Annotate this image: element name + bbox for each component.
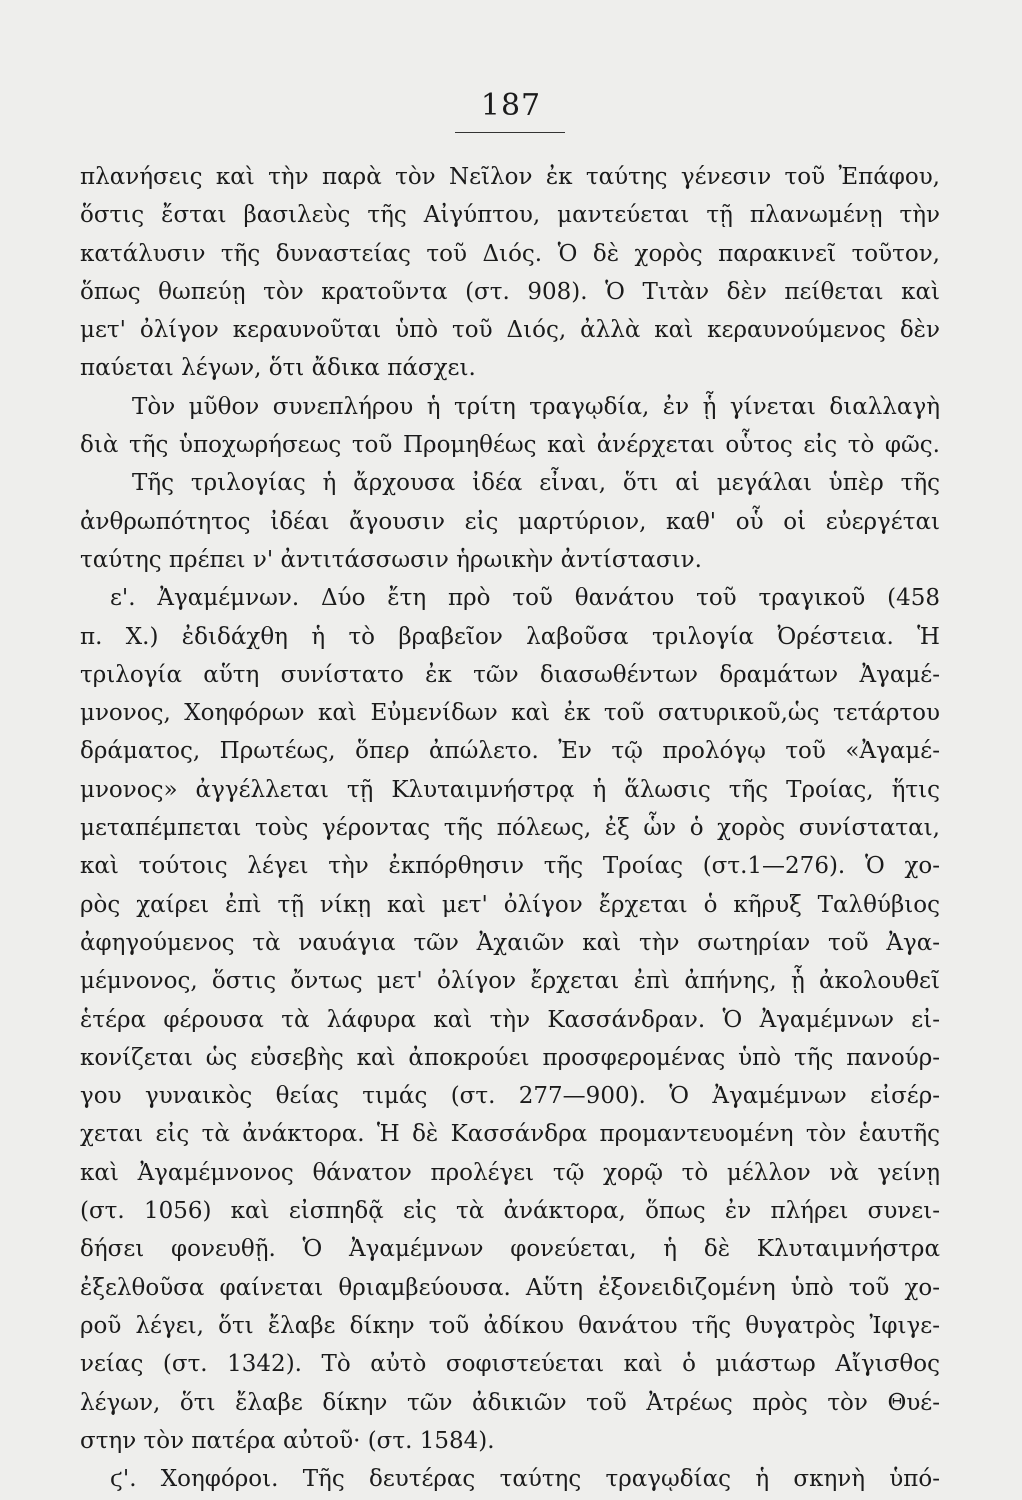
- text-line: ρὸς χαίρει ἐπὶ τῇ νίκῃ καὶ μετ' ὀλίγον ἔρχεται ὁ κῆρυξ Ταλθύβιος: [80, 891, 940, 918]
- text-line: παύεται λέγων, ὅτι ἄδικα πάσχει.: [80, 355, 476, 382]
- text-line: μνονος, Χοηφόρων καὶ Εὐμενίδων καὶ ἐκ τοῦ σατυρικοῦ,ὡς τετάρτου: [80, 700, 940, 727]
- text-line: Τῆς τριλογίας ἡ ἄρχουσα ἰδέα εἶναι, ὅτι αἱ μεγάλαι ὑπὲρ τῆς: [132, 470, 940, 497]
- text-line: μετ' ὀλίγον κεραυνοῦται ὑπὸ τοῦ Διός, ἀλλὰ καὶ κεραυνούμενος δὲν: [80, 317, 940, 344]
- text-line: (στ. 1056) καὶ εἰσπηδᾷ εἰς τὰ ἀνάκτορα, ὅπως ἐν πλήρει συνει-: [80, 1198, 940, 1225]
- text-line: δήσει φονευθῇ. Ὁ Ἀγαμέμνων φονεύεται, ἡ δὲ Κλυταιμνήστρα: [80, 1236, 940, 1263]
- text-line: ϛ'. Χοηφόροι. Τῆς δευτέρας ταύτης τραγῳδίας ἡ σκηνὴ ὑπό-: [110, 1466, 940, 1493]
- text-line: δράματος, Πρωτέως, ὅπερ ἀπώλετο. Ἐν τῷ προλόγῳ τοῦ «Ἀγαμέ-: [80, 738, 940, 765]
- text-line: Τὸν μῦθον συνεπλήρου ἡ τρίτη τραγῳδία, ἐν ᾗ γίνεται διαλλαγὴ: [132, 393, 940, 420]
- text-line: χεται εἰς τὰ ἀνάκτορα. Ἡ δὲ Κασσάνδρα προμαντευομένη τὸν ἑαυτῆς: [80, 1121, 940, 1148]
- text-line: καὶ Ἀγαμέμνονος θάνατον προλέγει τῷ χορῷ τὸ μέλλον νὰ γείνῃ: [80, 1159, 940, 1186]
- text-line: διὰ τῆς ὑποχωρήσεως τοῦ Προμηθέως καὶ ἀνέρχεται οὗτος εἰς τὸ φῶς.: [80, 432, 940, 459]
- text-line: ὅπως θωπεύῃ τὸν κρατοῦντα (στ. 908). Ὁ Τιτὰν δὲν πείθεται καὶ: [80, 278, 940, 305]
- text-line: κονίζεται ὡς εὐσεβὴς καὶ ἀποκρούει προσφερομένας ὑπὸ τῆς πανούρ-: [80, 1044, 940, 1071]
- text-line: ε'. Ἀγαμέμνων. Δύο ἔτη πρὸ τοῦ θανάτου τοῦ τραγικοῦ (458: [110, 585, 940, 612]
- text-line: στην τὸν πατέρα αὐτοῦ· (στ. 1584).: [80, 1427, 495, 1454]
- text-line: μνονος» ἀγγέλλεται τῇ Κλυταιμνήστρᾳ ἡ ἅλωσις τῆς Τροίας, ἥτις: [80, 776, 940, 803]
- text-line: μεταπέμπεται τοὺς γέροντας τῆς πόλεως, ἐξ ὧν ὁ χορὸς συνίσταται,: [80, 815, 940, 842]
- text-line: λέγων, ὅτι ἔλαβε δίκην τῶν ἀδικιῶν τοῦ Ἀτρέως πρὸς τὸν Θυέ-: [80, 1389, 940, 1416]
- body-text: [80, 158, 940, 1498]
- text-line: ἐξελθοῦσα φαίνεται θριαμβεύουσα. Αὕτη ἐξονειδιζομένη ὑπὸ τοῦ χο-: [80, 1274, 940, 1301]
- text-line: π. Χ.) ἐδιδάχθη ἡ τὸ βραβεῖον λαβοῦσα τριλογία Ὀρέστεια. Ἡ: [80, 623, 940, 650]
- text-line: πλανήσεις καὶ τὴν παρὰ τὸν Νεῖλον ἐκ ταύτης γένεσιν τοῦ Ἐπάφου,: [80, 164, 940, 190]
- page-number: 187: [480, 88, 542, 123]
- text-line: μέμνονος, ὅστις ὄντως μετ' ὀλίγον ἔρχεται ἐπὶ ἀπήνης, ᾗ ἀκολουθεῖ: [80, 968, 940, 995]
- text-line: ἀνθρωπότητος ἰδέαι ἄγουσιν εἰς μαρτύριον, καθ' οὗ οἱ εὐεργέται: [80, 508, 940, 535]
- text-line: ροῦ λέγει, ὅτι ἔλαβε δίκην τοῦ ἀδίκου θανάτου τῆς θυγατρὸς Ἰφιγε-: [80, 1312, 940, 1339]
- text-line: γου γυναικὸς θείας τιμάς (στ. 277—900). Ὁ Ἀγαμέμνων εἰσέρ-: [80, 1083, 940, 1110]
- text-line: ἑτέρα φέρουσα τὰ λάφυρα καὶ τὴν Κασσάνδραν. Ὁ Ἀγαμέμνων εἰ-: [80, 1006, 940, 1033]
- text-line: κατάλυσιν τῆς δυναστείας τοῦ Διός. Ὁ δὲ χορὸς παρακινεῖ τοῦτον,: [80, 240, 940, 267]
- page-number-rule: [455, 132, 565, 133]
- text-line: ὅστις ἔσται βασιλεὺς τῆς Αἰγύπτου, μαντεύεται τῇ πλανωμένῃ τὴν: [80, 202, 940, 229]
- text-line: ταύτης πρέπει ν' ἀντιτάσσωσιν ἡρωικὴν ἀντίστασιν.: [80, 546, 702, 573]
- text-line: ἀφηγούμενος τὰ ναυάγια τῶν Ἀχαιῶν καὶ τὴν σωτηρίαν τοῦ Ἀγα-: [80, 929, 940, 956]
- text-line: καὶ τούτοις λέγει τὴν ἐκπόρθησιν τῆς Τροίας (στ.1—276). Ὁ χο-: [80, 853, 940, 880]
- text-line: νείας (στ. 1342). Τὸ αὐτὸ σοφιστεύεται καὶ ὁ μιάστωρ Αἴγισθος: [80, 1351, 940, 1378]
- text-line: τριλογία αὕτη συνίστατο ἐκ τῶν διασωθέντων δραμάτων Ἀγαμέ-: [80, 661, 940, 688]
